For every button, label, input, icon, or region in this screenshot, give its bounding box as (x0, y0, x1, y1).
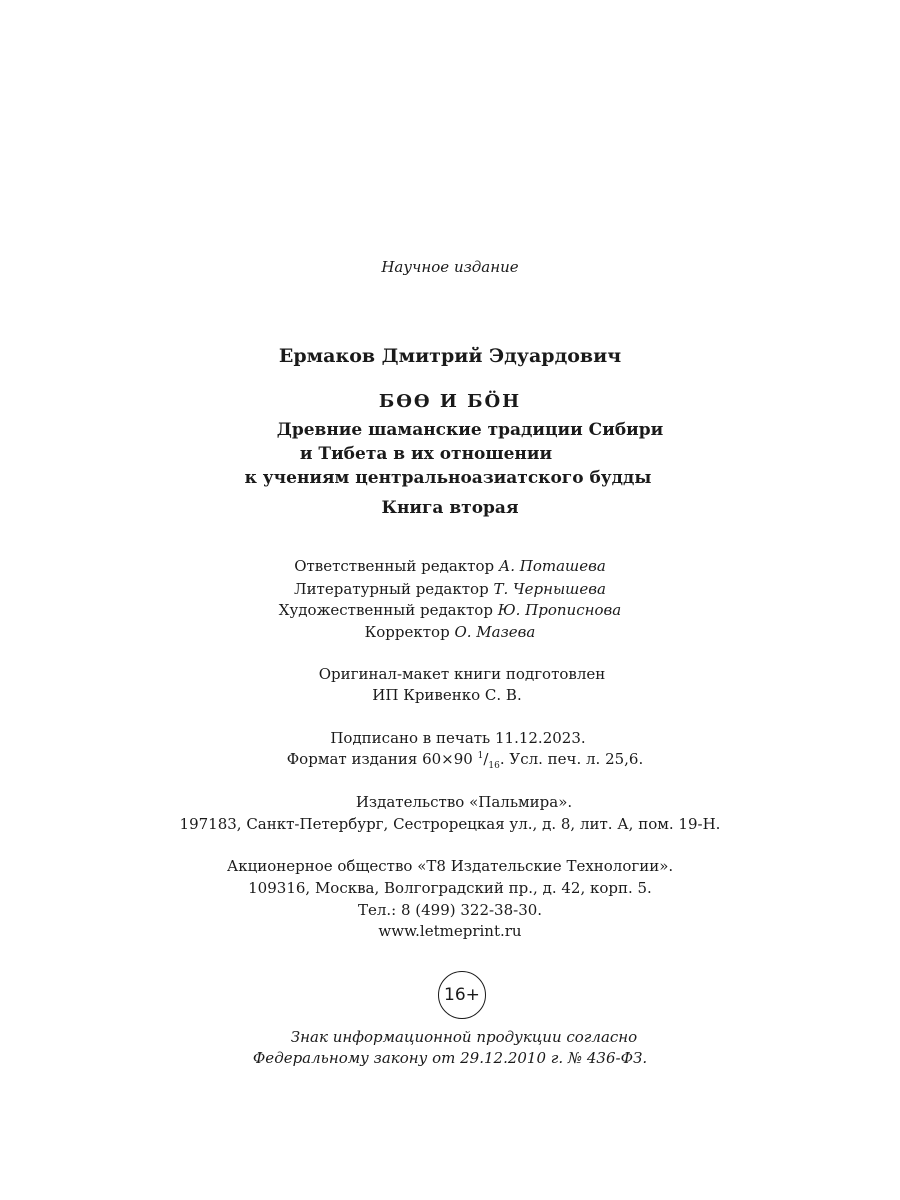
author-name: Ермаков Дмитрий Эдуардович (278, 345, 622, 367)
publisher-address: 197183, Санкт-Петербург, Сестрорецкая ул., д. 8, лит. А, пом. 19-Н. (179, 815, 721, 833)
credit-managing-editor (0, 557, 900, 575)
signed-to-print: Подписано в печать 11.12.2023. (330, 729, 586, 747)
subtitle-line-3: к учениям центральноазиатского будды (244, 468, 652, 488)
layout-credit-line-2: ИП Кривенко С. В. (372, 686, 522, 704)
format-prefix: Формат издания 60×90 (286, 750, 478, 768)
age-rating-badge: 16+ (438, 971, 486, 1019)
format-denominator: 16 (488, 761, 500, 771)
format-suffix: . Усл. печ. л. 25,6. (499, 750, 644, 768)
printer-website: www.letmeprint.ru (378, 922, 522, 940)
credit-art-editor (0, 601, 900, 619)
publisher-name: Издательство «Пальмира». (355, 793, 573, 811)
book-title: БӨӨ И БӦН (378, 391, 522, 412)
law-note-line-1: Знак информационной продукции согласно (290, 1028, 638, 1046)
credit-name: Т. Чернышева (493, 580, 606, 598)
layout-credit-line-1: Оригинал-макет книги подготовлен (318, 665, 606, 683)
subtitle-line-1: Древние шаманские традиции Сибири (276, 420, 664, 440)
credit-role: Художественный редактор (278, 601, 493, 619)
credit-name: А. Поташева (498, 557, 606, 575)
printer-phone: Тел.: 8 (499) 322-38-30. (357, 901, 543, 919)
credit-literary-editor (0, 580, 900, 598)
credit-role: Ответственный редактор (294, 557, 495, 575)
subtitle-line-2: и Тибета в их отношении (299, 444, 553, 464)
credit-role: Литературный редактор (294, 580, 489, 598)
printer-address: 109316, Москва, Волгоградский пр., д. 42, корп. 5. (248, 879, 652, 897)
credit-name: О. Мазева (454, 623, 536, 641)
credit-role: Корректор (364, 623, 450, 641)
book-number: Книга вторая (381, 498, 519, 518)
edition-type: Научное издание (381, 258, 519, 276)
law-note-line-2: Федеральному закону от 29.12.2010 г. № 436-ФЗ. (252, 1049, 648, 1067)
printer-name: Акционерное общество «Т8 Издательские Технологии». (226, 857, 674, 875)
format-numerator: 1 (477, 751, 484, 761)
print-format: Формат издания 60×90 $^1/_{16}$. Усл. печ. л. 25,6. (286, 750, 644, 771)
credit-name: Ю. Прописнова (497, 601, 622, 619)
credit-proofreader (0, 623, 900, 641)
